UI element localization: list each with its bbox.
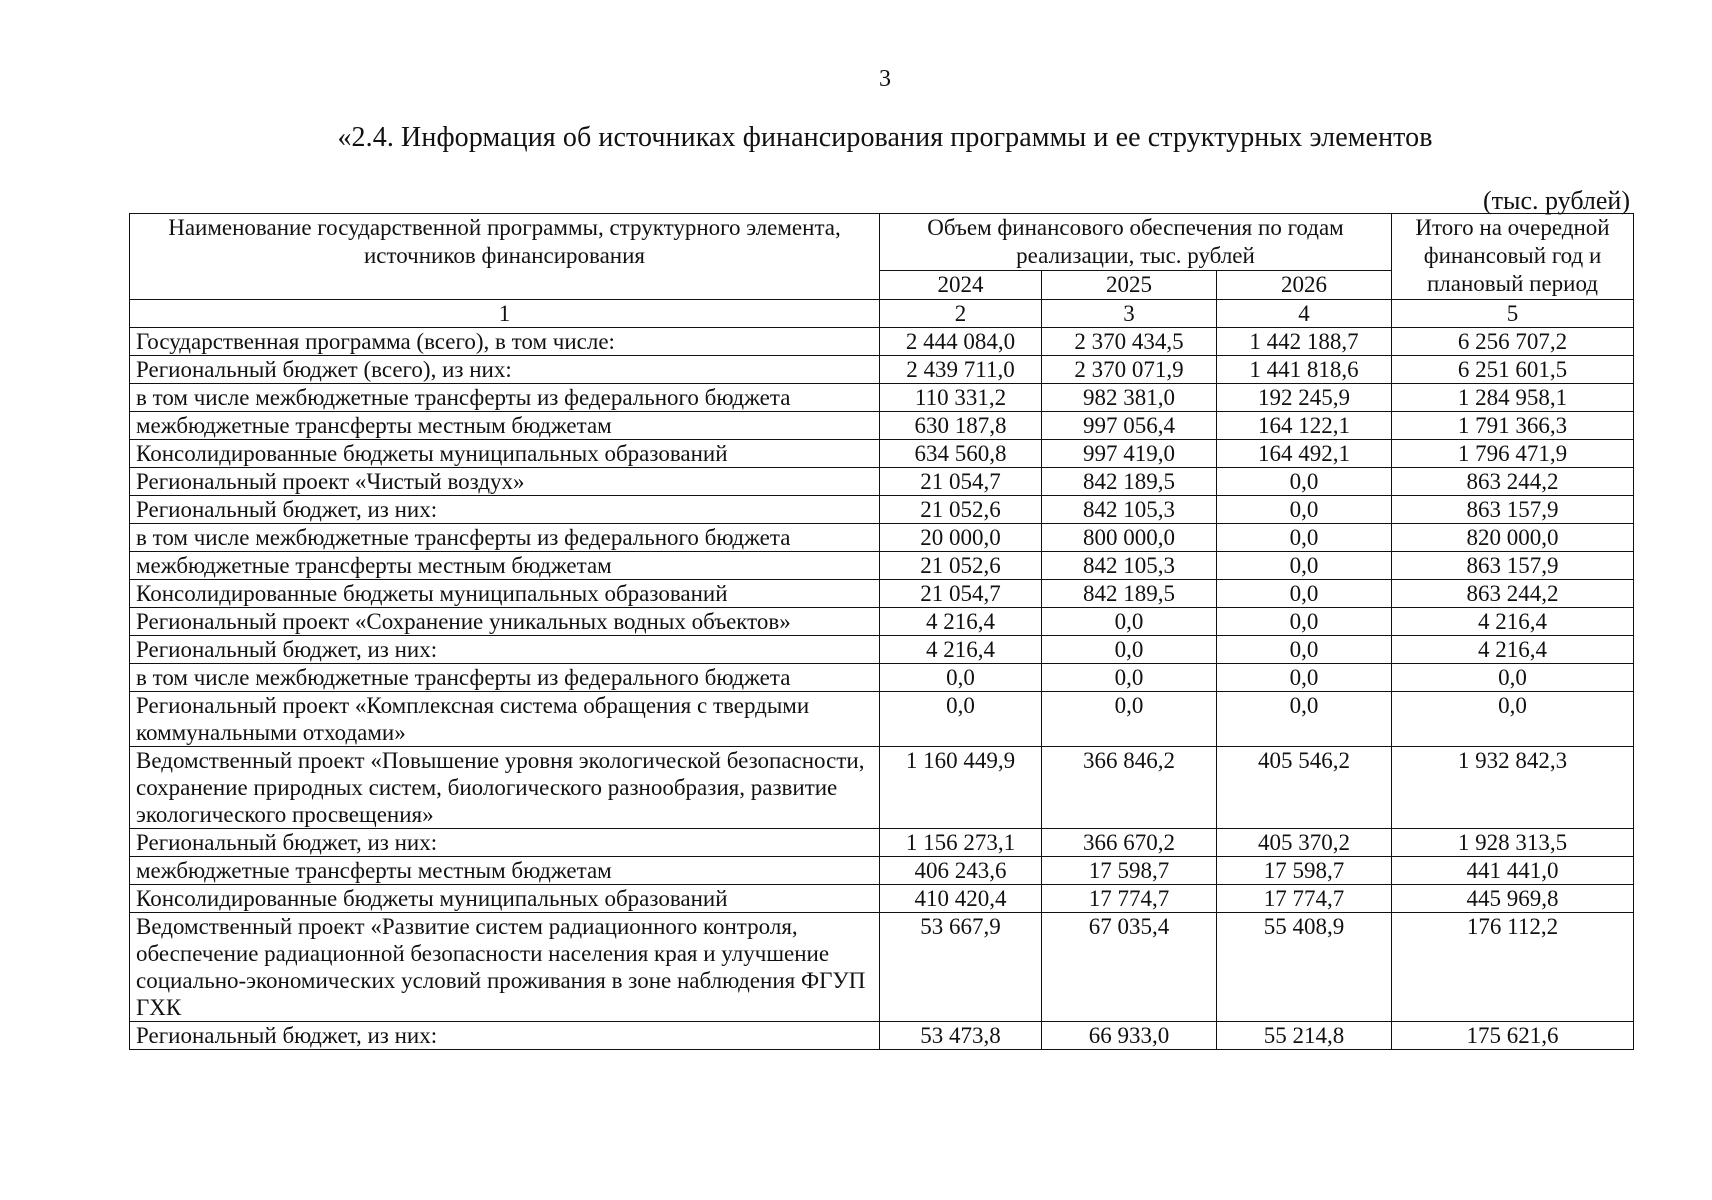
row-name-cell: Региональный проект «Чистый воздух»: [130, 468, 880, 496]
value-2025-cell: 842 105,3: [1042, 552, 1217, 580]
value-2024-cell: 406 243,6: [880, 857, 1042, 885]
value-2025-cell: 366 670,2: [1042, 829, 1217, 857]
value-2025-cell: 2 370 434,5: [1042, 328, 1217, 356]
total-cell: 863 157,9: [1392, 496, 1634, 524]
document-title: «2.4. Информация об источниках финансирования программы и ее структурных элементов: [337, 122, 1433, 153]
value-2026-cell: 0,0: [1217, 496, 1392, 524]
value-2024-cell: 21 054,7: [880, 468, 1042, 496]
column-number: 4: [1217, 300, 1392, 328]
total-cell: 4 216,4: [1392, 608, 1634, 636]
total-cell: 0,0: [1392, 692, 1634, 747]
column-number: 5: [1392, 300, 1634, 328]
value-2026-cell: 0,0: [1217, 692, 1392, 747]
value-2026-cell: 0,0: [1217, 524, 1392, 552]
value-2025-cell: 66 933,0: [1042, 1022, 1217, 1050]
total-cell: 1 284 958,1: [1392, 384, 1634, 412]
value-2026-cell: 1 442 188,7: [1217, 328, 1392, 356]
table-row: [130, 468, 1634, 496]
value-2025-cell: 997 056,4: [1042, 412, 1217, 440]
row-name-cell: в том числе межбюджетные трансферты из федерального бюджета: [130, 524, 880, 552]
value-2025-cell: 982 381,0: [1042, 384, 1217, 412]
header-year-2024: 2024: [880, 271, 1042, 300]
total-cell: 441 441,0: [1392, 857, 1634, 885]
value-2026-cell: 0,0: [1217, 468, 1392, 496]
value-2024-cell: 0,0: [880, 664, 1042, 692]
value-2024-cell: 410 420,4: [880, 885, 1042, 913]
total-cell: 4 216,4: [1392, 636, 1634, 664]
table-row: [130, 692, 1634, 747]
value-2025-cell: 17 774,7: [1042, 885, 1217, 913]
value-2024-cell: 634 560,8: [880, 440, 1042, 468]
value-2026-cell: 192 245,9: [1217, 384, 1392, 412]
value-2026-cell: 0,0: [1217, 580, 1392, 608]
row-name-cell: межбюджетные трансферты местным бюджетам: [130, 412, 880, 440]
total-cell: 445 969,8: [1392, 885, 1634, 913]
value-2026-cell: 0,0: [1217, 552, 1392, 580]
value-2026-cell: 1 441 818,6: [1217, 356, 1392, 384]
row-name-cell: межбюджетные трансферты местным бюджетам: [130, 857, 880, 885]
value-2024-cell: 110 331,2: [880, 384, 1042, 412]
row-name-cell: в том числе межбюджетные трансферты из федерального бюджета: [130, 664, 880, 692]
total-cell: 1 796 471,9: [1392, 440, 1634, 468]
value-2026-cell: 405 546,2: [1217, 747, 1392, 829]
units-label: (тыс. рублей): [1482, 186, 1630, 215]
row-name-cell: в том числе межбюджетные трансферты из федерального бюджета: [130, 384, 880, 412]
row-name-cell: Региональный проект «Сохранение уникальных водных объектов»: [130, 608, 880, 636]
table-row: [130, 664, 1634, 692]
value-2026-cell: 164 492,1: [1217, 440, 1392, 468]
total-cell: 175 621,6: [1392, 1022, 1634, 1050]
total-cell: 1 791 366,3: [1392, 412, 1634, 440]
value-2024-cell: 2 439 711,0: [880, 356, 1042, 384]
value-2025-cell: 0,0: [1042, 608, 1217, 636]
value-2026-cell: 55 214,8: [1217, 1022, 1392, 1050]
row-name-cell: Консолидированные бюджеты муниципальных образований: [130, 885, 880, 913]
table-body: [130, 328, 1634, 1050]
page-number: 3: [879, 66, 891, 92]
value-2024-cell: 630 187,8: [880, 412, 1042, 440]
value-2025-cell: 67 035,4: [1042, 913, 1217, 1022]
column-number: 2: [880, 300, 1042, 328]
total-cell: 863 157,9: [1392, 552, 1634, 580]
row-name-cell: Региональный бюджет (всего), из них:: [130, 356, 880, 384]
value-2026-cell: 164 122,1: [1217, 412, 1392, 440]
value-2026-cell: 0,0: [1217, 636, 1392, 664]
value-2025-cell: 800 000,0: [1042, 524, 1217, 552]
total-cell: 1 928 313,5: [1392, 829, 1634, 857]
value-2026-cell: 55 408,9: [1217, 913, 1392, 1022]
table-row: [130, 496, 1634, 524]
table-row: [130, 328, 1634, 356]
row-name-cell: Региональный бюджет, из них:: [130, 829, 880, 857]
total-cell: 6 256 707,2: [1392, 328, 1634, 356]
total-cell: 6 251 601,5: [1392, 356, 1634, 384]
value-2026-cell: 405 370,2: [1217, 829, 1392, 857]
value-2024-cell: 53 473,8: [880, 1022, 1042, 1050]
value-2024-cell: 0,0: [880, 692, 1042, 747]
table-row: [130, 412, 1634, 440]
table-row: [130, 1022, 1634, 1050]
value-2025-cell: 0,0: [1042, 636, 1217, 664]
table-row: [130, 885, 1634, 913]
row-name-cell: межбюджетные трансферты местным бюджетам: [130, 552, 880, 580]
table-row: [130, 440, 1634, 468]
total-cell: 820 000,0: [1392, 524, 1634, 552]
column-number: 3: [1042, 300, 1217, 328]
table-row: [130, 580, 1634, 608]
total-cell: 176 112,2: [1392, 913, 1634, 1022]
table-row: [130, 636, 1634, 664]
value-2024-cell: 4 216,4: [880, 636, 1042, 664]
column-number: 1: [130, 300, 880, 328]
total-cell: 863 244,2: [1392, 468, 1634, 496]
value-2024-cell: 4 216,4: [880, 608, 1042, 636]
row-name-cell: Ведомственный проект «Развитие систем радиационного контроля, обеспечение радиационной безопасности населения края и улучшение социально-экономических условий проживания в зоне наблюдения ФГУП ГХК: [130, 913, 880, 1022]
total-cell: 863 244,2: [1392, 580, 1634, 608]
row-name-cell: Региональный проект «Комплексная система обращения с твердыми коммунальными отходами»: [130, 692, 880, 747]
value-2025-cell: 997 419,0: [1042, 440, 1217, 468]
header-years-group: Объем финансового обеспечения по годам реализации, тыс. рублей: [880, 214, 1392, 271]
value-2025-cell: 842 189,5: [1042, 468, 1217, 496]
header-year-2026: 2026: [1217, 271, 1392, 300]
row-name-cell: Региональный бюджет, из них:: [130, 636, 880, 664]
table-row: [130, 524, 1634, 552]
value-2024-cell: 20 000,0: [880, 524, 1042, 552]
value-2025-cell: 2 370 071,9: [1042, 356, 1217, 384]
row-name-cell: Консолидированные бюджеты муниципальных образований: [130, 440, 880, 468]
table-row: [130, 384, 1634, 412]
table-row: [130, 356, 1634, 384]
value-2024-cell: 53 667,9: [880, 913, 1042, 1022]
value-2026-cell: 17 774,7: [1217, 885, 1392, 913]
value-2024-cell: 1 156 273,1: [880, 829, 1042, 857]
table-row: [130, 608, 1634, 636]
value-2026-cell: 0,0: [1217, 664, 1392, 692]
value-2024-cell: 2 444 084,0: [880, 328, 1042, 356]
total-cell: 1 932 842,3: [1392, 747, 1634, 829]
value-2026-cell: 17 598,7: [1217, 857, 1392, 885]
value-2026-cell: 0,0: [1217, 608, 1392, 636]
value-2025-cell: 17 598,7: [1042, 857, 1217, 885]
value-2024-cell: 1 160 449,9: [880, 747, 1042, 829]
value-2025-cell: 0,0: [1042, 692, 1217, 747]
total-cell: 0,0: [1392, 664, 1634, 692]
table-row: [130, 857, 1634, 885]
value-2025-cell: 0,0: [1042, 664, 1217, 692]
financing-table: [129, 213, 1634, 1050]
header-year-2025: 2025: [1042, 271, 1217, 300]
value-2025-cell: 842 189,5: [1042, 580, 1217, 608]
value-2024-cell: 21 054,7: [880, 580, 1042, 608]
table-row: [130, 829, 1634, 857]
row-name-cell: Региональный бюджет, из них:: [130, 496, 880, 524]
value-2024-cell: 21 052,6: [880, 552, 1042, 580]
row-name-cell: Региональный бюджет, из них:: [130, 1022, 880, 1050]
value-2024-cell: 21 052,6: [880, 496, 1042, 524]
value-2025-cell: 842 105,3: [1042, 496, 1217, 524]
header-name-column: Наименование государственной программы, структурного элемента, источников финансирования: [130, 214, 880, 300]
row-name-cell: Консолидированные бюджеты муниципальных образований: [130, 580, 880, 608]
table-row: [130, 747, 1634, 829]
row-name-cell: Ведомственный проект «Повышение уровня экологической безопасности, сохранение природных систем, биологического разнообразия, развитие экологического просвещения»: [130, 747, 880, 829]
table-row: [130, 552, 1634, 580]
table-row: [130, 913, 1634, 1022]
value-2025-cell: 366 846,2: [1042, 747, 1217, 829]
row-name-cell: Государственная программа (всего), в том числе:: [130, 328, 880, 356]
header-total-column: Итого на очередной финансовый год и плановый период: [1392, 214, 1634, 300]
